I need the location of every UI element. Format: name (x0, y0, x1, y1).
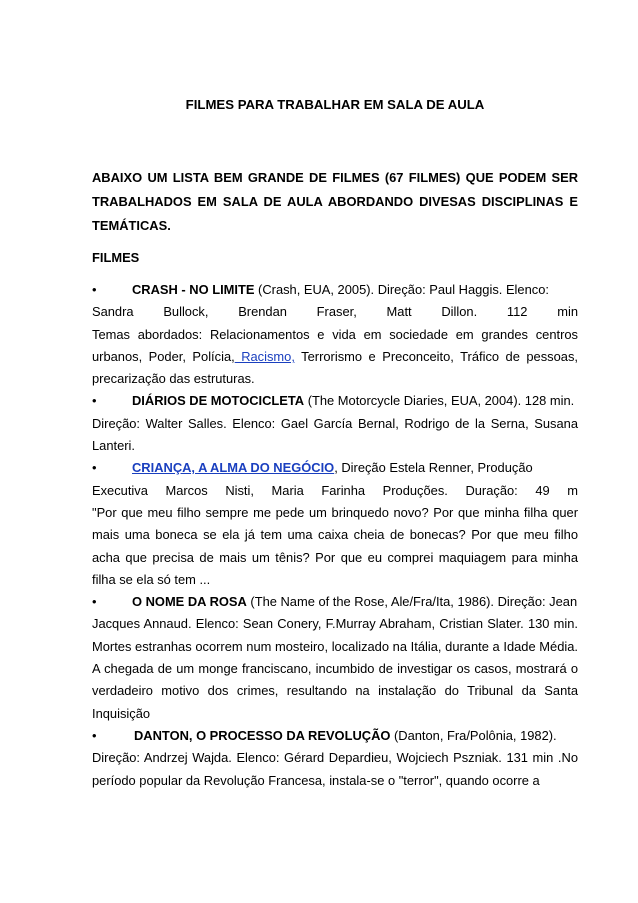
film-description: Jacques Annaud. Elenco: Sean Conery, F.Murray Abraham, Cristian Slater. 130 min. Mortes estranhas ocorrem num mosteiro, localizado na Itália, durante a Idade Média. A chegada de um monge franciscano, incumbido de investigar os casos, mostrará o verdadeiro motivo dos crimes, resultando na instalação do Tribunal da Santa Inquisição (92, 616, 578, 721)
racismo-link[interactable]: Racismo, (234, 348, 295, 364)
film-list (92, 279, 578, 792)
film-description: Direção: Walter Salles. Elenco: Gael García Bernal, Rodrigo de la Serna, Susana Lanteri. (92, 415, 578, 454)
film-entry-crianca (92, 457, 578, 591)
section-heading: FILMES (92, 250, 140, 265)
film-title: CRASH - NO LIMITE (132, 282, 255, 297)
film-credits-line: Executiva Marcos Nisti, Maria Farinha Produções. Duração: 49 m (92, 482, 578, 498)
film-description: Direção: Andrzej Wajda. Elenco: Gérard Depardieu, Wojciech Pszniak. 131 min .No período popular da Revolução Francesa, instala-se o "terror", quando ocorre a (92, 750, 578, 788)
film-info: (The Name of the Rose, Ale/Fra/Ita, 1986). Direção: Jean (246, 594, 578, 610)
bullet-icon: • (92, 460, 97, 476)
film-title: DANTON, O PROCESSO DA REVOLUÇÃO (134, 727, 391, 743)
film-entry-diarios (92, 390, 578, 457)
bullet-icon: • (92, 594, 97, 610)
film-description: "Por que meu filho sempre me pede um brinquedo novo? Por que minha filha quer mais uma boneca se ela já tem uma caixa cheia de bonecas? Por que meu filho acha que precisa de mais um tênis? Por que eu comprei maquiagem para minha filha se ela só tem ... (92, 504, 578, 587)
bullet-icon: • (92, 282, 97, 297)
film-info: (Danton, Fra/Polônia, 1982). (390, 727, 557, 743)
film-entry-danton (92, 725, 578, 792)
film-info: (The Motorcycle Diaries, EUA, 2004). 128 min. (304, 393, 575, 409)
film-info: , Direção Estela Renner, Produção (334, 460, 533, 476)
film-description: Temas abordados: Relacionamentos e vida em sociedade em grandes centros urbanos, Poder, Polícia, Racismo, Terrorismo e Preconceito, Tráfico de pessoas, precarização das estruturas. (92, 326, 578, 387)
film-title: O NOME DA ROSA (132, 594, 247, 610)
bullet-icon: • (92, 393, 97, 409)
film-entry-nome-da-rosa (92, 591, 578, 725)
film-entry-crash (92, 279, 578, 390)
bullet-icon: • (92, 727, 97, 743)
film-title: DIÁRIOS DE MOTOCICLETA (132, 393, 305, 409)
document-title: FILMES PARA TRABALHAR EM SALA DE AULA (185, 97, 485, 112)
film-cast-line: Sandra Bullock, Brendan Fraser, Matt Dillon. 112 min (92, 304, 578, 320)
film-info: (Crash, EUA, 2005). Direção: Paul Haggis. Elenco: (254, 282, 549, 297)
film-title-link[interactable]: CRIANÇA, A ALMA DO NEGÓCIO (132, 460, 335, 476)
intro-paragraph: ABAIXO UM LISTA BEM GRANDE DE FILMES (67 FILMES) QUE PODEM SER TRABALHADOS EM SALA DE AULA ABORDANDO DIVESAS DISCIPLINAS E TEMÁTICAS. (92, 170, 578, 233)
